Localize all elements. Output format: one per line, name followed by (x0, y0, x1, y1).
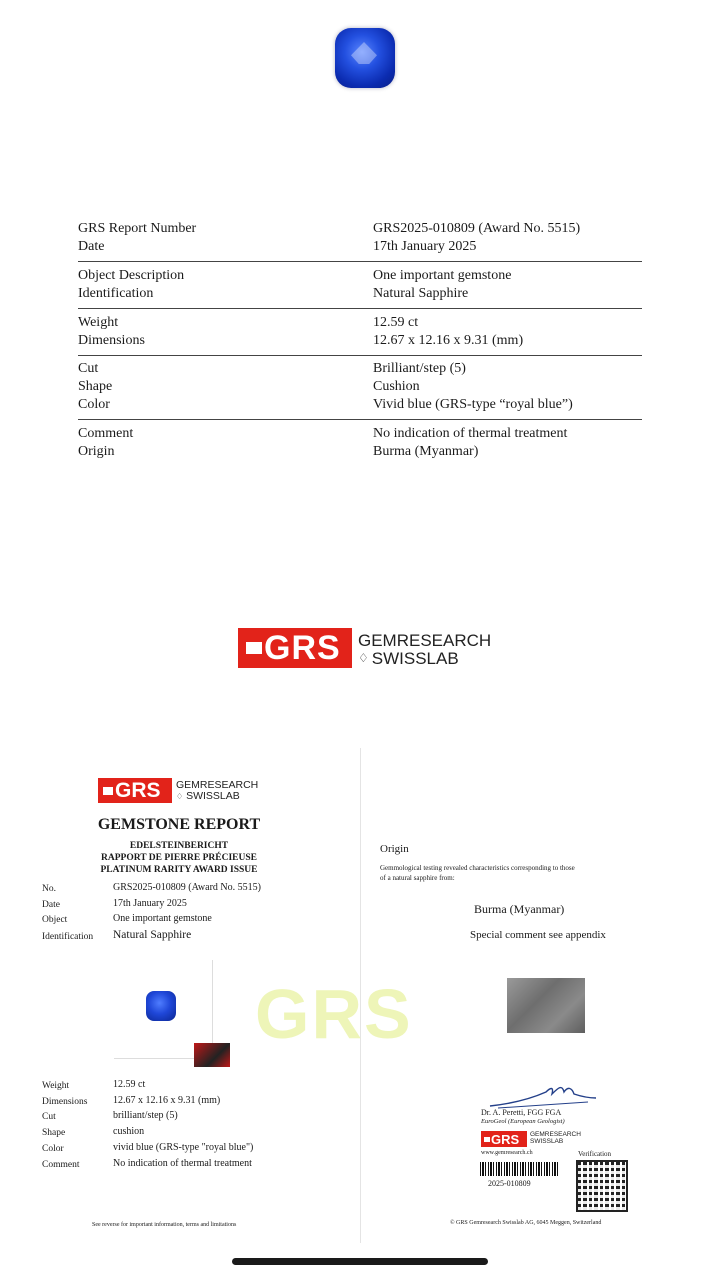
gemstone-photo (335, 28, 395, 88)
certificate-logo-mark (98, 778, 172, 803)
origin-text-line1: Gemmological testing revealed characteristics corresponding to those (380, 864, 575, 872)
label-date: Date (78, 239, 105, 254)
certificate-logo-text: GRS (115, 778, 161, 802)
cert-value-comment: No indication of thermal treatment (113, 1158, 252, 1169)
cert-value-date: 17th January 2025 (113, 898, 187, 909)
special-comment: Special comment see appendix (470, 929, 606, 941)
label-report-number: GRS Report Number (78, 221, 197, 236)
qr-code[interactable] (576, 1160, 628, 1212)
label-origin: Origin (78, 444, 115, 459)
signature (488, 1082, 598, 1110)
barcode-number: 2025-010809 (488, 1179, 531, 1188)
cert-value-weight: 12.59 ct (113, 1079, 146, 1090)
grs-logo-mark (238, 628, 352, 668)
cert-label-comment: Comment (42, 1160, 80, 1170)
cert-label-identification: Identification (42, 932, 94, 942)
certificate-logo-line2: SWISSLAB (186, 790, 240, 803)
verification-label: Verification (578, 1150, 612, 1158)
hologram-seal (194, 1043, 230, 1067)
label-color: Color (78, 397, 110, 412)
certificate-footer-right: © GRS Gemresearch Swisslab AG, 6045 Meggen, Switzerland (450, 1220, 602, 1226)
cert-label-color: Color (42, 1144, 64, 1154)
value-object-description: One important gemstone (373, 268, 512, 283)
watermark-grs: GRS (255, 975, 413, 1053)
cert-value-no: GRS2025-010809 (Award No. 5515) (113, 882, 261, 893)
grs-logo (238, 626, 492, 670)
cert-value-cut: brilliant/step (5) (113, 1110, 178, 1121)
label-weight: Weight (78, 315, 119, 330)
label-cut: Cut (78, 361, 99, 376)
cert-value-color: vivid blue (GRS-type "royal blue") (113, 1142, 254, 1153)
value-report-number: GRS2025-010809 (Award No. 5515) (373, 221, 581, 236)
cert-value-identification: Natural Sapphire (113, 929, 192, 941)
inclusion-photo (507, 978, 585, 1033)
value-color: Vivid blue (GRS-type “royal blue”) (373, 397, 573, 412)
signer-name: Dr. A. Peretti, FGG FGA (481, 1108, 562, 1117)
website: www.gemresearch.ch (481, 1150, 533, 1156)
diamond-icon: ♢ (176, 792, 184, 802)
divider (78, 355, 642, 356)
value-identification: Natural Sapphire (373, 286, 469, 301)
label-dimensions: Dimensions (78, 333, 145, 348)
certificate-logo-line1: GEMRESEARCH (176, 779, 259, 791)
value-weight: 12.59 ct (373, 315, 419, 330)
value-origin: Burma (Myanmar) (373, 444, 479, 459)
cert-value-shape: cushion (113, 1126, 145, 1137)
cert-label-dimensions: Dimensions (42, 1097, 88, 1107)
certificate-footer-left: See reverse for important information, terms and limitations (92, 1222, 237, 1228)
value-shape: Cushion (373, 379, 420, 394)
cert-value-object: One important gemstone (113, 913, 212, 924)
cert-label-date: Date (42, 900, 60, 910)
label-object-description: Object Description (78, 268, 185, 283)
cert-label-shape: Shape (42, 1128, 66, 1138)
signature-logo-line1: GEMRESEARCH (530, 1131, 581, 1138)
certificate-title: GEMSTONE REPORT (97, 816, 261, 833)
home-indicator[interactable] (232, 1258, 488, 1265)
divider (78, 261, 642, 262)
certificate-subtitle-de: EDELSTEINBERICHT (129, 841, 229, 851)
cert-label-no: No. (42, 884, 56, 894)
certificate-subtitle-award: PLATINUM RARITY AWARD ISSUE (100, 865, 258, 875)
certificate-gem-photo (146, 991, 176, 1021)
grs-flag-icon (484, 1137, 490, 1142)
cert-label-object: Object (42, 915, 68, 925)
signature-logo-mark (481, 1131, 527, 1147)
signer-title: EuroGeol (European Geologist) (481, 1118, 565, 1125)
signature-logo-line2: SWISSLAB (530, 1137, 564, 1145)
diamond-icon: ♢ (358, 651, 369, 666)
grs-flag-icon (246, 642, 262, 654)
barcode (480, 1162, 560, 1176)
origin-heading: Origin (380, 843, 409, 855)
signature-logo-text: GRS (491, 1131, 520, 1147)
value-cut: Brilliant/step (5) (373, 361, 466, 376)
signature-logo (481, 1130, 581, 1148)
value-dimensions: 12.67 x 12.16 x 9.31 (mm) (373, 333, 524, 348)
certificate-subtitle-fr: RAPPORT DE PIERRE PRÉCIEUSE (101, 853, 257, 863)
origin-text-line2: of a natural sapphire from: (380, 874, 455, 882)
value-comment: No indication of thermal treatment (373, 426, 568, 441)
label-comment: Comment (78, 426, 134, 441)
logo-line-swisslab: SWISSLAB (371, 648, 459, 668)
origin-value: Burma (Myanmar) (474, 902, 565, 916)
divider (78, 308, 642, 309)
label-identification: Identification (78, 286, 154, 301)
grs-flag-icon (103, 787, 113, 795)
divider (78, 419, 642, 420)
value-date: 17th January 2025 (373, 239, 477, 254)
cert-label-weight: Weight (42, 1081, 70, 1091)
grs-logo-text: GRS (264, 628, 341, 667)
certificate-logo (98, 777, 268, 805)
cert-label-cut: Cut (42, 1112, 56, 1122)
label-shape: Shape (78, 379, 113, 394)
logo-line-gemresearch: GEMRESEARCH (358, 631, 492, 650)
cert-value-dimensions: 12.67 x 12.16 x 9.31 (mm) (113, 1095, 221, 1106)
